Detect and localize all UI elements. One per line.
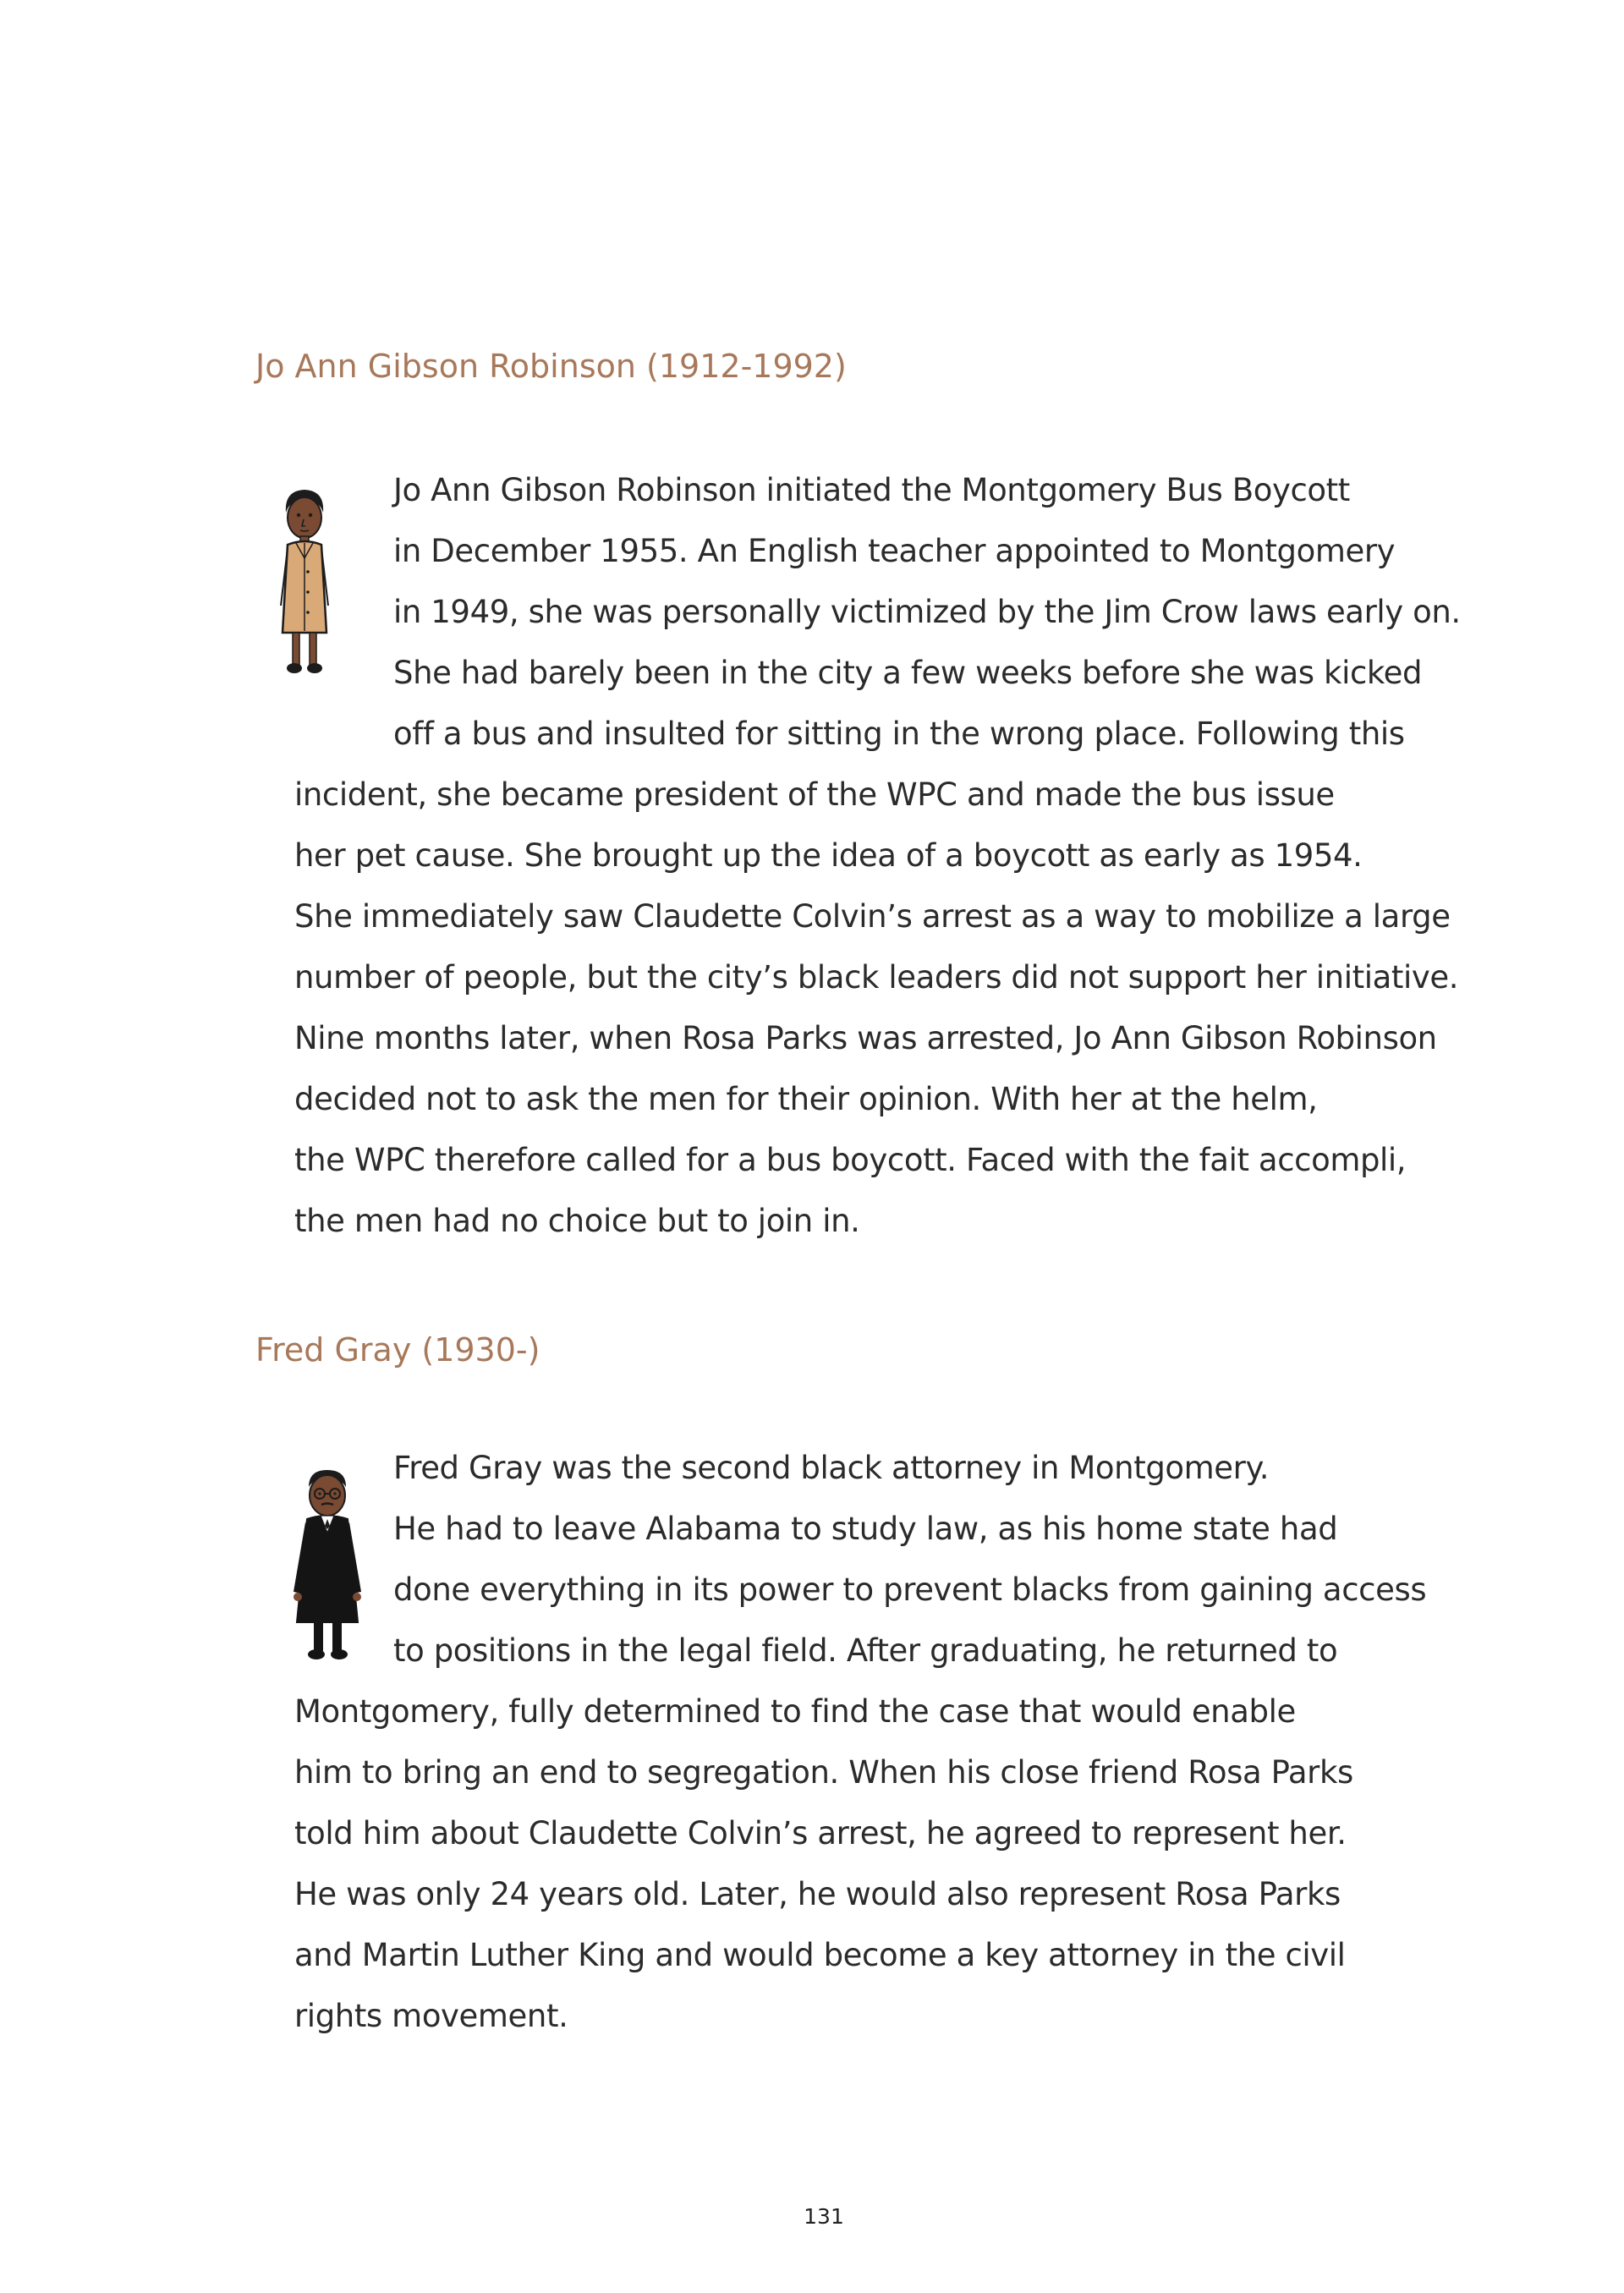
section-heading-gray: Fred Gray (1930-): [255, 1331, 540, 1369]
robinson-line-7: her pet cause. She brought up the idea of a boycott as early as 1954.: [294, 837, 1363, 874]
gray-line-8: He was only 24 years old. Later, he would also represent Rosa Parks: [294, 1876, 1341, 1912]
gray-line-7: told him about Claudette Colvin’s arrest, he agreed to represent her.: [294, 1815, 1347, 1851]
gray-line-2: He had to leave Alabama to study law, as his home state had: [393, 1511, 1338, 1547]
gray-line-6: him to bring an end to segregation. When his close friend Rosa Parks: [294, 1754, 1353, 1791]
section-heading-robinson: Jo Ann Gibson Robinson (1912-1992): [255, 348, 847, 385]
gray-line-4: to positions in the legal field. After graduating, he returned to: [393, 1632, 1338, 1669]
gray-line-10: rights movement.: [294, 1998, 568, 2034]
robinson-line-10: Nine months later, when Rosa Parks was arrested, Jo Ann Gibson Robinson: [294, 1020, 1437, 1056]
robinson-line-11: decided not to ask the men for their opinion. With her at the helm,: [294, 1081, 1318, 1117]
gray-line-5: Montgomery, fully determined to find the case that would enable: [294, 1693, 1296, 1730]
fred-gray-figure: [290, 1465, 365, 1665]
gray-line-9: and Martin Luther King and would become a key attorney in the civil: [294, 1937, 1346, 1973]
robinson-line-6: incident, she became president of the WPC and made the bus issue: [294, 776, 1335, 813]
jo-ann-robinson-figure: [276, 487, 335, 678]
robinson-line-12: the WPC therefore called for a bus boycott. Faced with the fait accompli,: [294, 1142, 1407, 1178]
robinson-line-3: in 1949, she was personally victimized by the Jim Crow laws early on.: [393, 594, 1461, 630]
robinson-line-5: off a bus and insulted for sitting in the wrong place. Following this: [393, 716, 1405, 752]
robinson-line-2: in December 1955. An English teacher appointed to Montgomery: [393, 533, 1396, 569]
robinson-line-1: Jo Ann Gibson Robinson initiated the Montgomery Bus Boycott: [393, 472, 1350, 508]
page-number: 131: [804, 2204, 844, 2229]
robinson-line-8: She immediately saw Claudette Colvin’s arrest as a way to mobilize a large: [294, 898, 1451, 935]
robinson-line-13: the men had no choice but to join in.: [294, 1203, 860, 1239]
robinson-line-9: number of people, but the city’s black leaders did not support her initiative.: [294, 959, 1459, 996]
robinson-line-4: She had barely been in the city a few weeks before she was kicked: [393, 655, 1423, 691]
gray-line-3: done everything in its power to prevent blacks from gaining access: [393, 1572, 1427, 1608]
gray-line-1: Fred Gray was the second black attorney in Montgomery.: [393, 1450, 1270, 1486]
